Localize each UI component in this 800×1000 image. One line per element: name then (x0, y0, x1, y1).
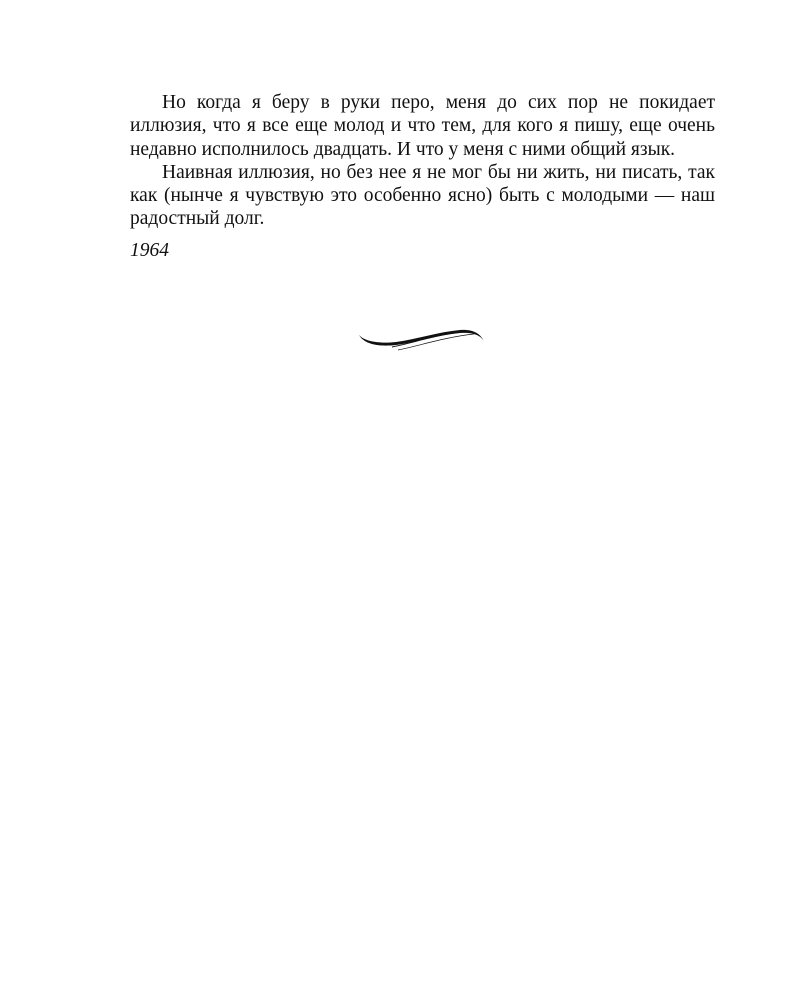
page-body (130, 91, 715, 262)
date: 1964 (130, 239, 169, 261)
paragraph-2: Наивная иллюзия, но без нее я не мог бы ни жить, ни писать, так как (нынче я чувствую это особенно ясно) быть с молодыми — наш радостный долг. (130, 161, 715, 230)
flourish-ornament-icon (356, 322, 488, 352)
paragraph-1: Но когда я беру в руки перо, меня до сих пор не покидает иллюзия, что я все еще молод и что тем, для кого я пишу, еще очень недавно исполнилось двадцать. И что у меня с ними общий язык. (130, 92, 715, 160)
